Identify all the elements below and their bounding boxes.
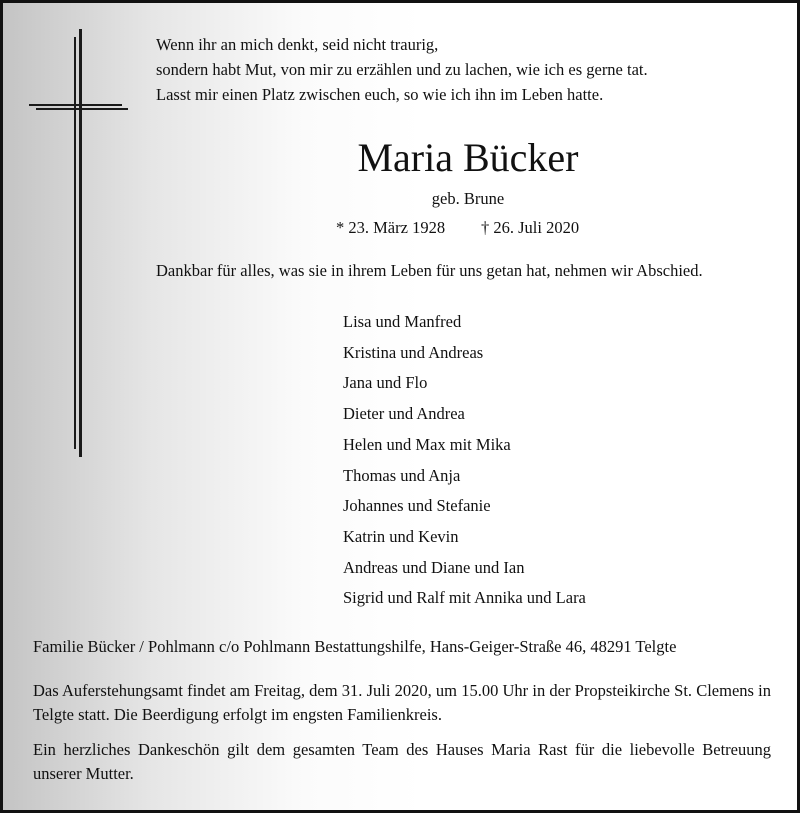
mourner: Johannes und Stefanie: [343, 496, 491, 515]
mourner: Jana und Flo: [343, 373, 428, 392]
mourner: Kristina und Andreas: [343, 343, 484, 362]
deceased-name: Maria Bücker: [357, 135, 579, 180]
mourner: Thomas und Anja: [343, 466, 461, 485]
poem-line: sondern habt Mut, von mir zu erzählen und zu lachen, wie ich es gerne tat.: [156, 60, 648, 79]
birth-name: geb. Brune: [431, 189, 505, 208]
death-date: † 26. Juli 2020: [481, 218, 580, 237]
mourner: Sigrid und Ralf mit Annika und Lara: [343, 588, 586, 607]
mourner: Andreas und Diane und Ian: [343, 558, 525, 577]
birth-date: * 23. März 1928: [336, 218, 446, 237]
poem-line: Wenn ihr an mich denkt, seid nicht traurig,: [156, 35, 439, 54]
mourner: Dieter und Andrea: [343, 404, 465, 423]
family-address: Familie Bücker / Pohlmann c/o Pohlmann Bestattungshilfe, Hans-Geiger-Straße 46, 48291 Telgte: [33, 637, 677, 656]
farewell-text: Dankbar für alles, was sie in ihrem Leben für uns getan hat, nehmen wir Abschied.: [156, 261, 703, 280]
thanks-text: Ein herzliches Dankeschön gilt dem gesamten Team des Hauses Maria Rast für die liebevolle Betreuung unserer Mutter.: [33, 740, 771, 783]
mourner: Katrin und Kevin: [343, 527, 459, 546]
mourner: Helen und Max mit Mika: [343, 435, 511, 454]
poem-line: Lasst mir einen Platz zwischen euch, so wie ich ihn im Leben hatte.: [156, 85, 604, 104]
funeral-service-text: Das Auferstehungsamt findet am Freitag, dem 31. Juli 2020, um 15.00 Uhr in der Propsteikirche St. Clemens in Telgte statt. Die Beerdigung erfolgt im engsten Familienkreis.: [33, 681, 771, 724]
mourner: Lisa und Manfred: [343, 312, 462, 331]
